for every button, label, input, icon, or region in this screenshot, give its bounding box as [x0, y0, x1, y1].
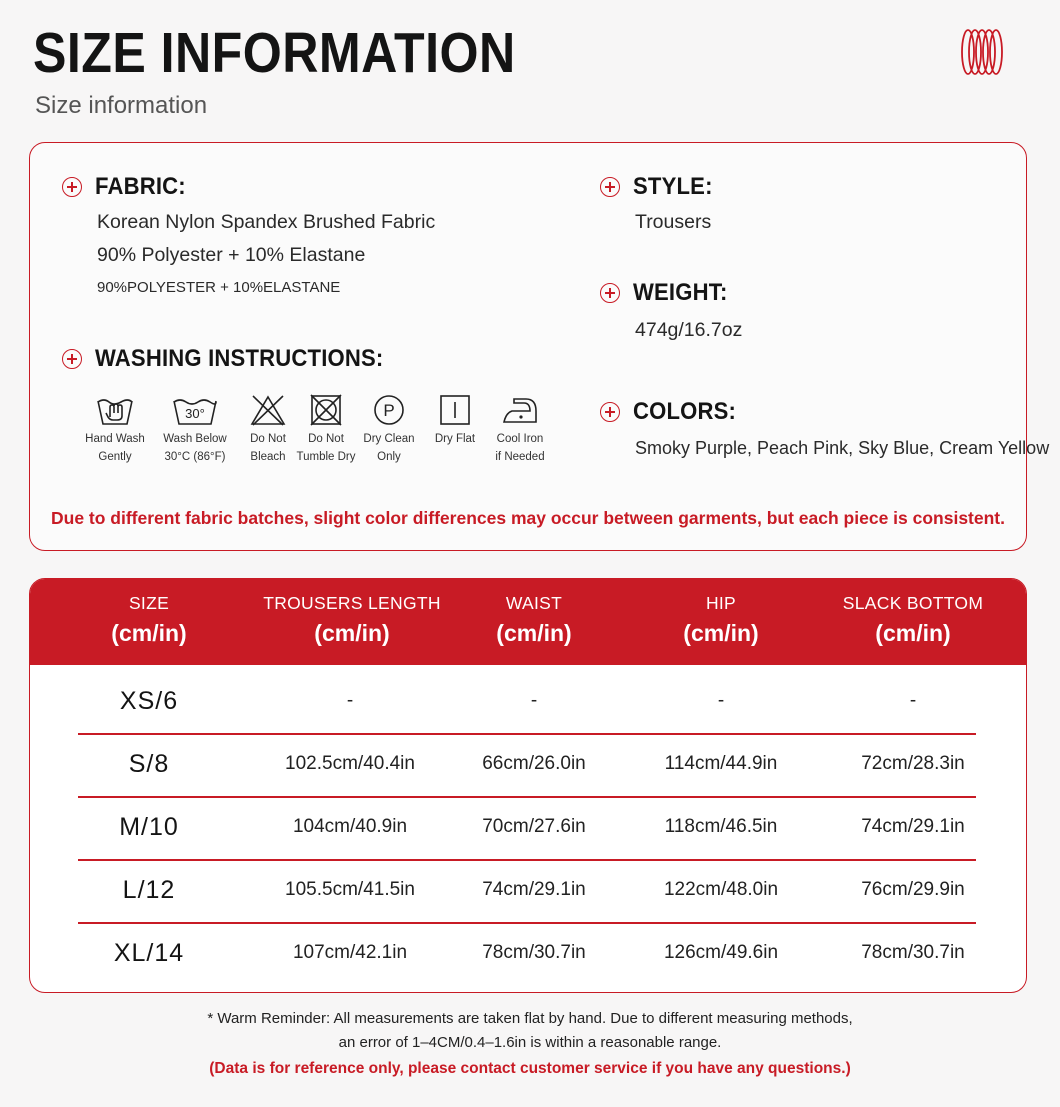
bottom-cell: 74cm/29.1in: [861, 816, 965, 837]
wash-label-line2: Only: [377, 451, 401, 463]
wash-item: [150, 393, 240, 466]
cool-iron-icon: [500, 393, 540, 427]
colors-title: COLORS:: [633, 398, 737, 425]
header-label: WAIST: [505, 593, 563, 613]
hand-wash-icon: [95, 393, 135, 427]
size-cell: XS/6: [119, 687, 179, 715]
header-unit: (cm/in): [111, 620, 187, 646]
wash-label-line2: if Needed: [495, 451, 545, 463]
header-unit: (cm/in): [683, 620, 759, 646]
page-subtitle: Size information: [35, 92, 208, 119]
colors-value: Smoky Purple, Peach Pink, Sky Blue, Cream Yellow: [635, 438, 1050, 458]
hip-cell: -: [717, 690, 725, 711]
header-label: SLACK BOTTOM: [842, 593, 984, 613]
washing-title: WASHING INSTRUCTIONS:: [95, 345, 384, 372]
weight-section: [600, 279, 742, 342]
wash-item: [296, 393, 356, 466]
size-cell: XL/14: [113, 939, 185, 967]
rings-logo-icon: [958, 27, 1006, 77]
waist-cell: 74cm/29.1in: [482, 879, 586, 900]
wash-label-line2: Bleach: [250, 451, 286, 463]
header-cell: [683, 593, 758, 647]
header-cell: [263, 593, 441, 647]
wash-temp-badge: 30°: [185, 406, 205, 421]
length-cell: -: [346, 690, 354, 711]
dry-clean-badge: P: [383, 401, 395, 420]
wash-30-icon: [171, 393, 219, 427]
fabric-title: FABRIC:: [95, 173, 186, 200]
reminder-line: * Warm Reminder: All measurements are taken flat by hand. Due to different measuring methods,: [207, 1010, 853, 1027]
table-row: [30, 796, 1026, 858]
size-cell: L/12: [122, 876, 176, 904]
header-label: TROUSERS LENGTH: [263, 593, 441, 613]
wash-item: [240, 393, 296, 466]
bottom-cell: 78cm/30.7in: [861, 942, 965, 963]
size-cell: S/8: [128, 750, 170, 778]
wash-label-line2: 30°C (86°F): [164, 451, 226, 463]
length-cell: 107cm/42.1in: [292, 942, 408, 963]
fabric-line: 90%POLYESTER + 10%ELASTANE: [97, 279, 341, 296]
table-row: [30, 922, 1026, 984]
wash-label-line1: Wash Below: [163, 433, 227, 445]
dry-flat-icon: [436, 393, 474, 427]
plus-circle-icon: [62, 177, 82, 197]
wash-label-line1: Cool Iron: [496, 433, 544, 445]
wash-label-line2: Tumble Dry: [296, 451, 356, 463]
do-not-bleach-icon: [249, 393, 287, 427]
weight-value: 474g/16.7oz: [635, 319, 743, 341]
bottom-cell: -: [909, 690, 917, 711]
header-unit: (cm/in): [875, 620, 951, 646]
plus-circle-icon: [600, 283, 620, 303]
length-cell: 105.5cm/41.5in: [285, 879, 415, 900]
header-cell: [111, 593, 186, 647]
dry-clean-icon: [370, 393, 408, 427]
length-cell: 104cm/40.9in: [292, 816, 408, 837]
style-value: Trousers: [635, 211, 712, 233]
wash-label-line1: Do Not: [308, 433, 344, 445]
product-info-panel: [29, 142, 1050, 551]
table-row: [30, 859, 1026, 921]
plus-circle-icon: [600, 402, 620, 422]
wash-label-line1: Do Not: [250, 433, 286, 445]
page-title: SIZE INFORMATION: [33, 21, 516, 85]
header-cell: [496, 593, 571, 647]
weight-title: WEIGHT:: [633, 279, 728, 306]
fabric-section: [62, 173, 435, 296]
header-label: SIZE: [128, 593, 170, 613]
wash-label-line1: Hand Wash: [85, 433, 145, 445]
wash-item: [422, 393, 488, 466]
length-cell: 102.5cm/40.4in: [285, 753, 415, 774]
header-unit: (cm/in): [314, 620, 390, 646]
table-row: [30, 670, 1026, 732]
fabric-line: Korean Nylon Spandex Brushed Fabric: [97, 211, 436, 233]
hip-cell: 114cm/44.9in: [664, 753, 778, 774]
do-not-tumble-dry-icon: [307, 393, 345, 427]
plus-circle-icon: [62, 349, 82, 369]
wash-item: [356, 393, 422, 466]
hip-cell: 118cm/46.5in: [664, 816, 778, 837]
hip-cell: 122cm/48.0in: [663, 879, 779, 900]
washing-symbols: [80, 393, 552, 466]
hip-cell: 126cm/49.6in: [663, 942, 779, 963]
reference-note: (Data is for reference only, please contact customer service if you have any questions.): [209, 1060, 851, 1077]
size-table: [29, 578, 1027, 993]
size-table-header: [30, 579, 1026, 665]
size-cell: M/10: [119, 813, 179, 841]
header-unit: (cm/in): [496, 620, 572, 646]
header-cell: [843, 593, 983, 647]
color-notice: Due to different fabric batches, slight color differences may occur between garments, but each piece is consistent.: [51, 508, 1005, 528]
wash-label-line1: Dry Clean: [363, 433, 415, 445]
waist-cell: -: [530, 690, 538, 711]
bottom-cell: 72cm/28.3in: [861, 753, 965, 774]
wash-item: [80, 393, 150, 466]
style-section: [600, 173, 720, 234]
colors-section: [600, 398, 1049, 459]
waist-cell: 70cm/27.6in: [482, 816, 586, 837]
fabric-line: 90% Polyester + 10% Elastane: [97, 244, 366, 266]
header-label: HIP: [705, 593, 737, 613]
waist-cell: 66cm/26.0in: [482, 753, 586, 774]
wash-label-line1: Dry Flat: [434, 433, 476, 445]
style-title: STYLE:: [633, 173, 713, 200]
plus-circle-icon: [600, 177, 620, 197]
washing-section: [62, 345, 409, 373]
bottom-cell: 76cm/29.9in: [861, 879, 965, 900]
table-row: [30, 733, 1026, 795]
wash-label-line2: Gently: [98, 451, 132, 463]
reminder-line: an error of 1–4CM/0.4–1.6in is within a reasonable range.: [338, 1034, 722, 1051]
wash-item: [488, 393, 552, 466]
waist-cell: 78cm/30.7in: [482, 942, 586, 963]
